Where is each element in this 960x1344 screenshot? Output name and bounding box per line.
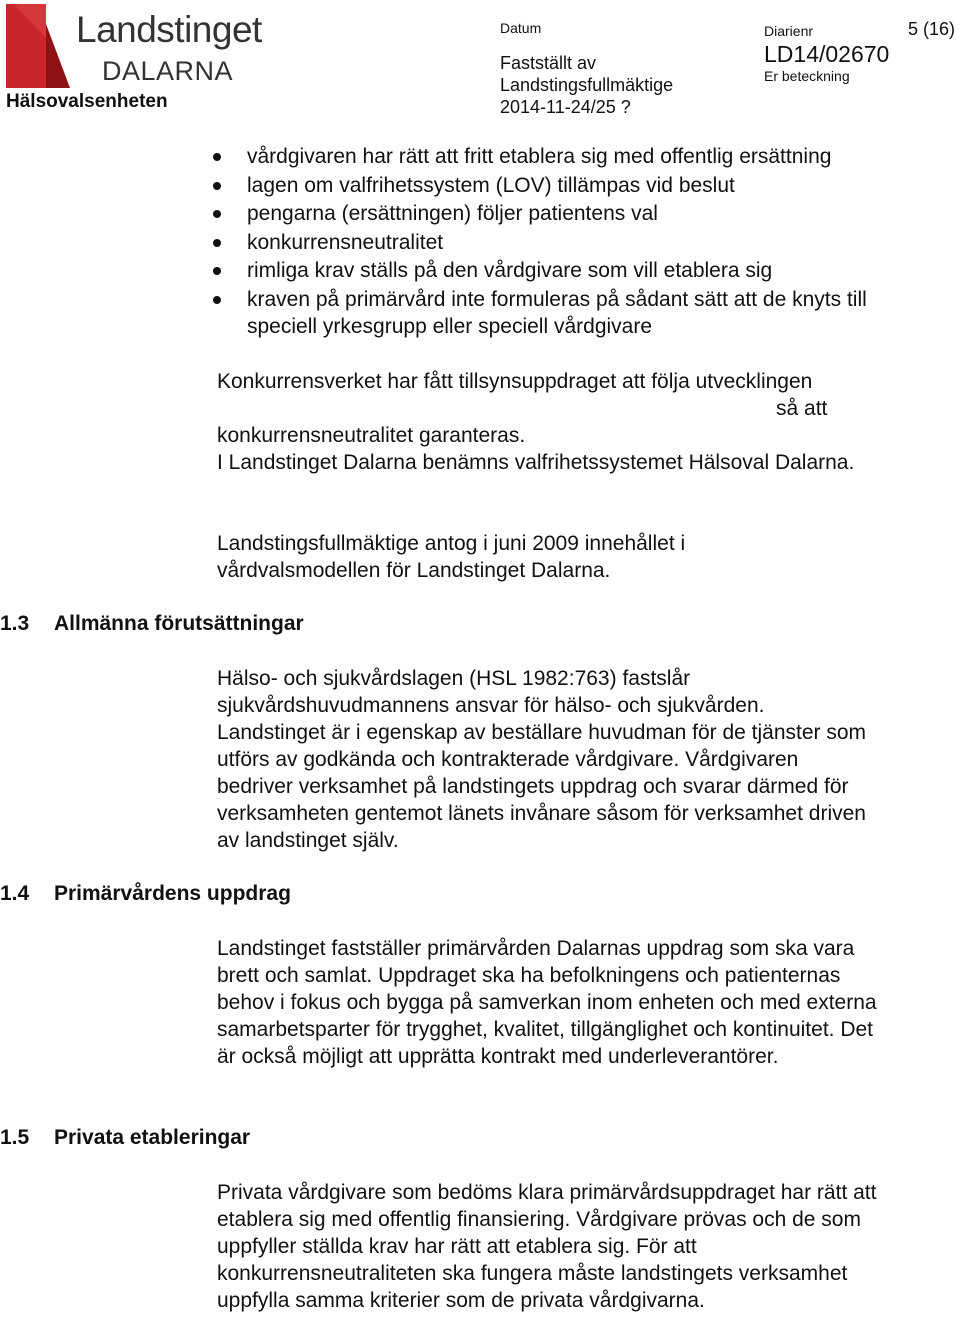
registry-number: LD14/02670 bbox=[764, 41, 890, 67]
section-body-1-3: Hälso- och sjukvårdslagen (HSL 1982:763) fastslår sjukvårdshuvudmannens ansvar för hälso- och sjukvården. Landstinget är i egenskap av beställare huvudman för de tjänster som utförs av godkända och kontrakterade vårdgivare. Vårdgivaren bedriver verksamhet på landstingets uppdrag och svarar därmed för verksamheten gentemot länets invånare såsom för verksamhet driven av landstinget själv. bbox=[217, 667, 867, 852]
logo-subtitle: DALARNA bbox=[102, 56, 234, 86]
logo-mark-icon bbox=[6, 4, 70, 88]
halsoval-paragraph: I Landstinget Dalarna benämns valfrihetssystemet Hälsoval Dalarna. bbox=[217, 451, 855, 474]
registry-label: Diarienr bbox=[764, 23, 814, 39]
bullet-icon bbox=[213, 210, 221, 218]
list-item: kraven på primärvård inte formuleras på sådant sätt att de knyts till speciell yrkesgrupp eller speciell vårdgivare bbox=[210, 286, 900, 340]
unit-name: Hälsovalsenheten bbox=[6, 91, 168, 112]
bullet-icon bbox=[213, 267, 221, 275]
competition-paragraph: Konkurrensverket har fått tillsynsuppdraget att följa utvecklingen så att konkurrensneutralitet garanteras. bbox=[217, 370, 828, 447]
section-heading-1-5: 1.5 Privata etableringar bbox=[0, 1126, 251, 1149]
bullet-icon bbox=[213, 182, 221, 190]
list-item: konkurrensneutralitet bbox=[210, 229, 900, 256]
criteria-list bbox=[210, 143, 900, 341]
section-body-1-5: Privata vårdgivare som bedöms klara primärvårdsuppdraget har rätt att etablera sig med offentlig finansiering. Vårdgivare prövas och de som uppfyller ställda krav har rätt att etablera sig. För att konkurrensneutraliteten ska fungera måste landstingets verksamhet uppfylla samma kriterier som de privata vårdgivarna. bbox=[217, 1181, 877, 1312]
list-item: rimliga krav ställs på den vårdgivare som vill etablera sig bbox=[210, 257, 900, 284]
bullet-icon bbox=[213, 239, 221, 247]
section-heading-1-3: 1.3 Allmänna förutsättningar bbox=[0, 612, 304, 635]
section-heading-1-4: 1.4 Primärvårdens uppdrag bbox=[0, 882, 291, 905]
list-item: pengarna (ersättningen) följer patientens val bbox=[210, 200, 900, 227]
logo-name: Landstinget bbox=[76, 9, 262, 50]
fullmaktige-paragraph: Landstingsfullmäktige antog i juni 2009 innehållet i vårdvalsmodellen för Landstinget Dalarna. bbox=[217, 532, 686, 582]
section-body-1-4: Landstinget fastställer primärvården Dalarnas uppdrag som ska vara brett och samlat. Uppdraget ska ha befolkningens och patienternas behov i fokus och bygga på samverkan inom enheten och med externa samarbetsparter för trygghet, kvalitet, tillgänglighet och kontinuitet. Det är också möjligt att upprätta kontrakt med underleverantörer. bbox=[217, 937, 877, 1068]
bullet-icon bbox=[213, 296, 221, 304]
page-number: 5 (16) bbox=[908, 19, 956, 39]
list-item: vårdgivaren har rätt att fritt etablera sig med offentlig ersättning bbox=[210, 143, 900, 170]
designation-label: Er beteckning bbox=[764, 68, 850, 84]
date-label: Datum bbox=[500, 20, 542, 36]
date-value: Fastställt av Landstingsfullmäktige 2014-11-24/25 ? bbox=[500, 53, 674, 117]
landstinget-dalarna-logo bbox=[6, 2, 262, 90]
list-item: lagen om valfrihetssystem (LOV) tillämpas vid beslut bbox=[210, 172, 900, 199]
bullet-icon bbox=[213, 153, 221, 161]
